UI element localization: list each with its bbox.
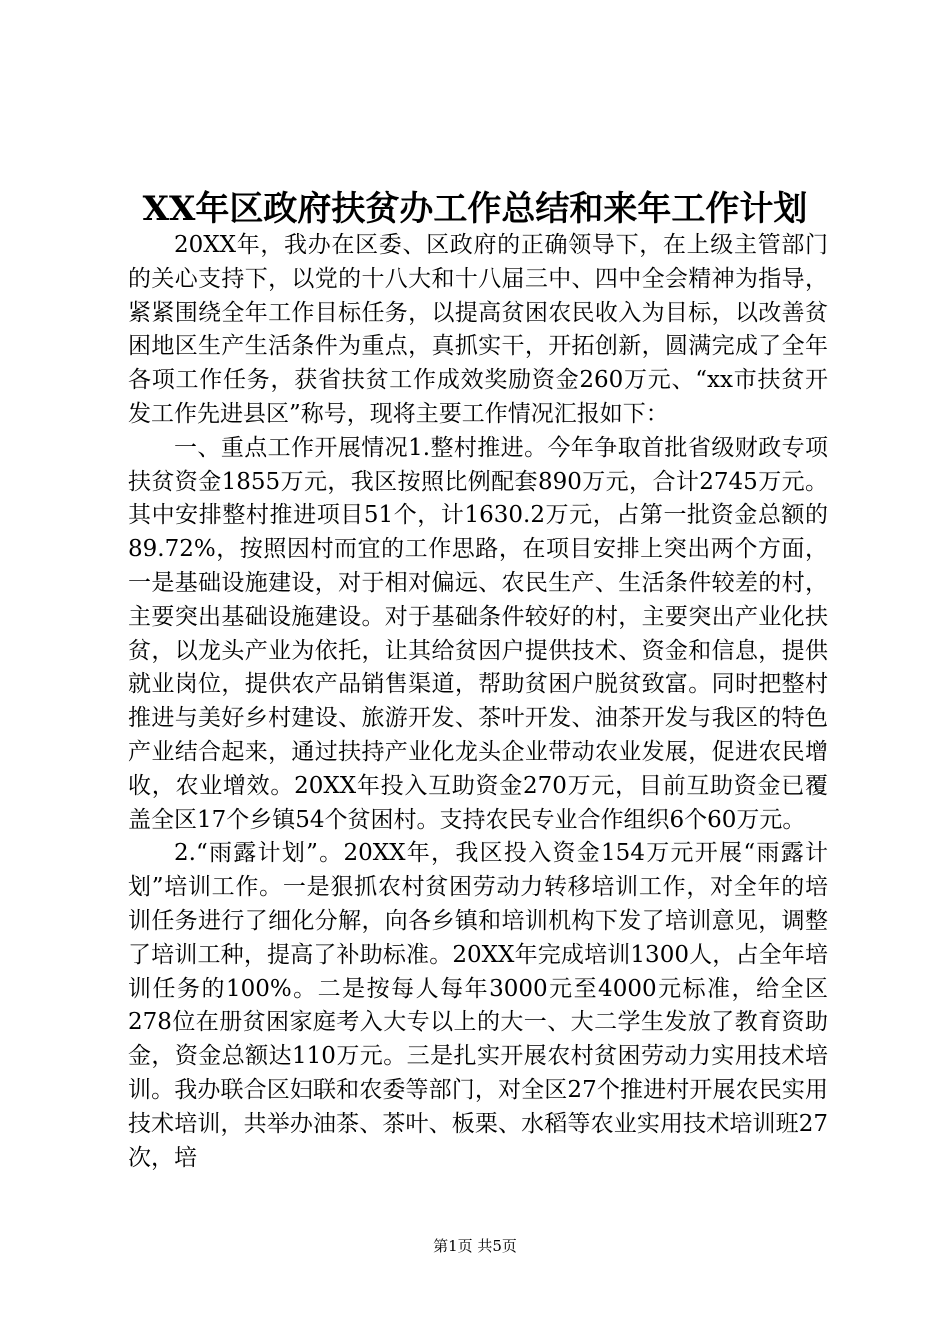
paragraph-rain-dew-plan: 2.“雨露计划”。20XX年，我区投入资金154万元开展“雨露计划”培训工作。一是狠抓农村贫困劳动力转移培训工作，对全年的培训任务进行了细化分解，向各乡镇和培训机构下发了培训意见，调整了培训工种，提高了补助标准。20XX年完成培训1300人，占全年培训任务的100%。二是按每人每年3000元至4000元标准，给全区278位在册贫困家庭考入大专以上的大一、大二学生发放了教育资助金，资金总额达110万元。三是扎实开展农村贫困劳动力实用技术培训。我办联合区妇联和农委等部门，对全区27个推进村开展农民实用技术培训，共举办油茶、茶叶、板栗、水稻等农业实用技术培训班27次，培	[128, 840, 828, 1171]
paragraph-key-work: 一、重点工作开展情况1.整村推进。今年争取首批省级财政专项扶贫资金1855万元，我区按照比例配套890万元，合计2745万元。其中安排整村推进项目51个，计1630.2万元，占第一批资金总额的89.72%，按照因村而宜的工作思路，在项目安排上突出两个方面，一是基础设施建设，对于相对偏远、农民生产、生活条件较差的村，主要突出基础设施建设。对于基础条件较好的村，主要突出产业化扶贫，以龙头产业为依托，让其给贫因户提供技术、资金和信息，提供就业岗位，提供农产品销售渠道，帮助贫困户脱贫致富。同时把整村推进与美好乡村建设、旅游开发、茶叶开发、油茶开发与我区的特色产业结合起来，通过扶持产业化龙头企业带动农业发展，促进农民增收，农业增效。20XX年投入互助资金270万元，目前互助资金已覆盖全区17个乡镇54个贫困村。支持农民专业合作组织6个60万元。	[128, 434, 828, 833]
paragraph-intro: 20XX年，我办在区委、区政府的正确领导下，在上级主管部门的关心支持下，以党的十八大和十八届三中、四中全会精神为指导，紧紧围绕全年工作目标任务，以提高贫困农民收入为目标，以改善贫困地区生产生活条件为重点，真抓实干，开拓创新，圆满完成了全年各项工作任务，获省扶贫工作成效奖励资金260万元、“xx市扶贫开发工作先进县区”称号，现将主要工作情况汇报如下：	[128, 232, 828, 427]
page-number-footer: 第1页 共5页	[433, 1237, 517, 1255]
document-title: XX年区政府扶贫办工作总结和来年工作计划	[142, 189, 808, 229]
document-body	[128, 229, 828, 1175]
